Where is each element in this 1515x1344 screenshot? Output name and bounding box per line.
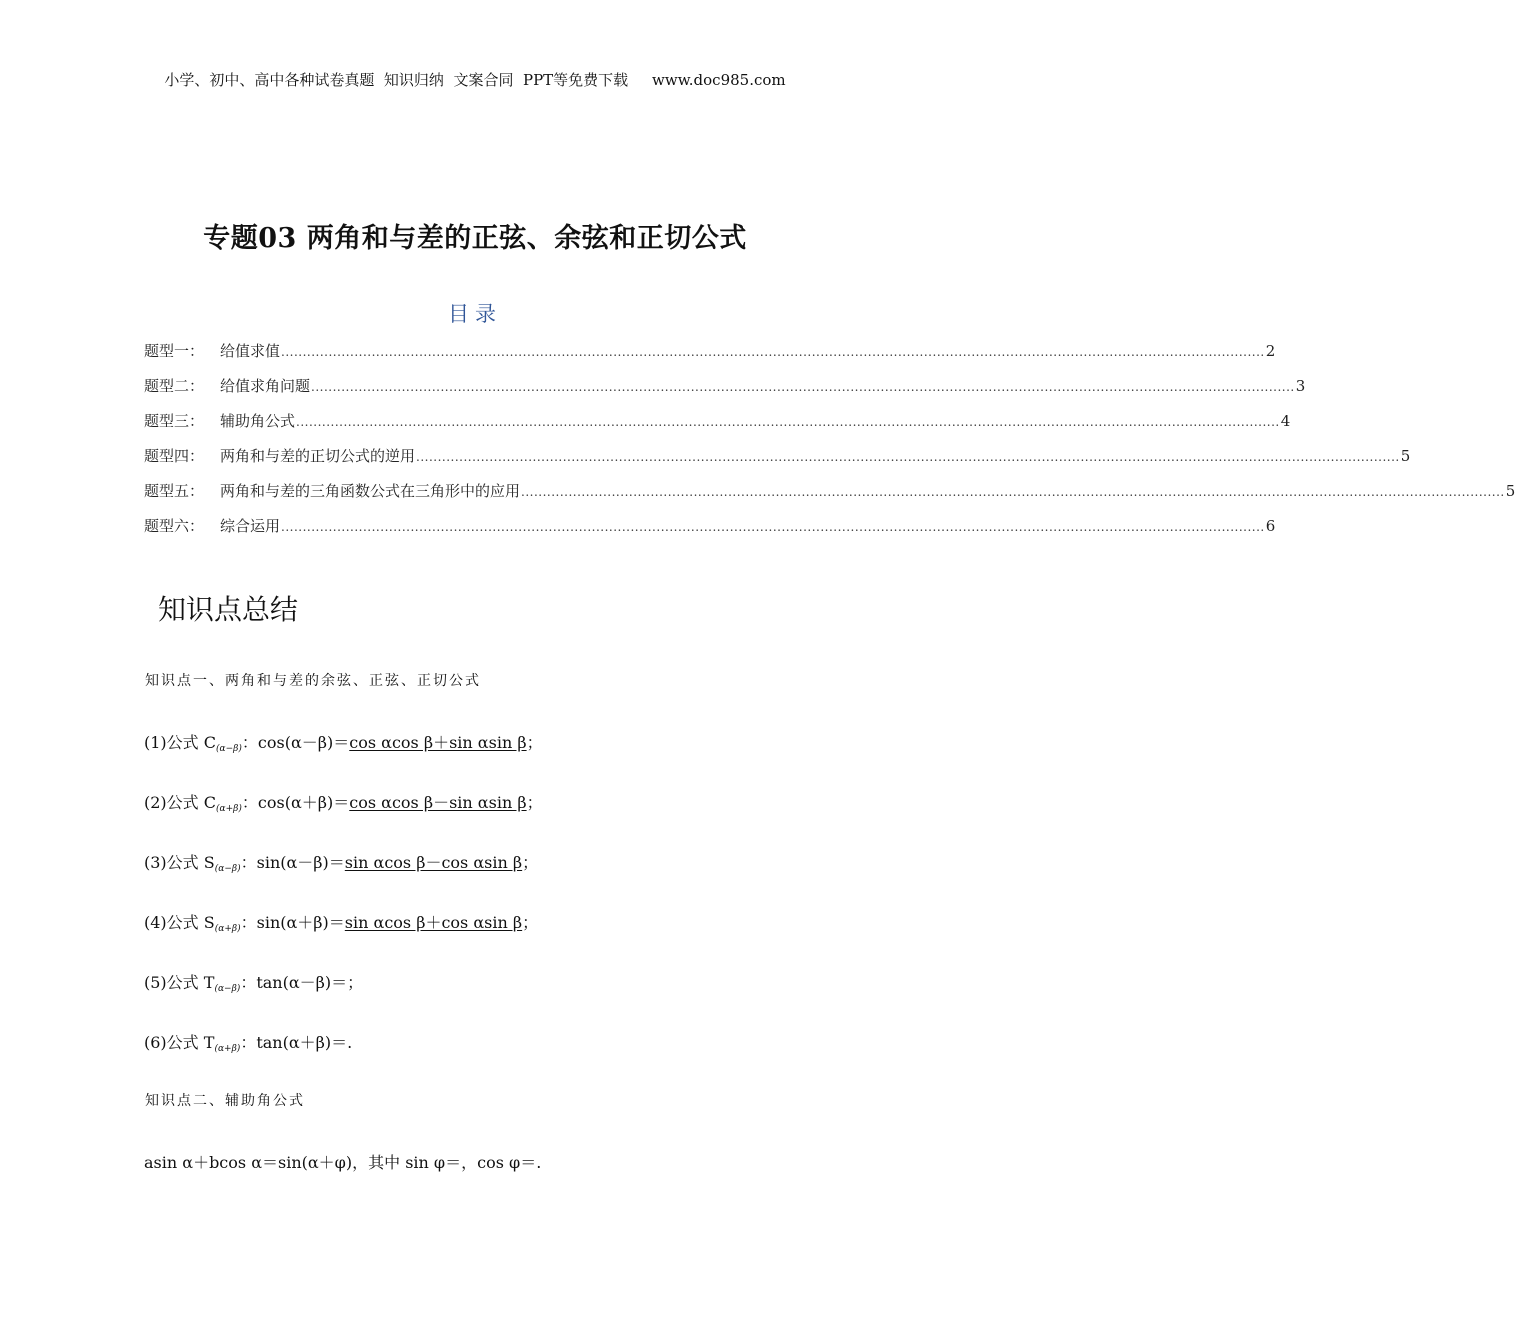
toc-item-number: 题型五： [144,482,205,500]
toc-item-text: 辅助角公式 [220,412,296,430]
toc-item-page: 5 [1400,447,1411,465]
toc-leader-dots: .................................................................................................................................................................................................................................... [281,345,1265,359]
knowledge-point-2-title: 知识点二、辅助角公式 [145,1093,305,1109]
formula-letter: T [203,973,215,992]
formula-line-3 [144,850,538,874]
formula-letter: S [203,853,215,872]
formula-subscript: (α+β) [216,804,242,814]
formula-end: ； [526,793,543,812]
formula-label: 公式 [166,913,199,932]
formula-line-5 [144,970,363,994]
toc-item-number: 题型六： [144,517,205,535]
formula-number: (3) [144,853,167,872]
formula-subscript: (α−β) [216,744,242,754]
formula-lhs: ：sin(α＋β)＝ [240,913,345,932]
formula-rhs: sin αcos β＋cos αsin β [344,913,523,932]
table-of-contents [144,340,1515,550]
formula-subscript: (α−β) [214,984,241,994]
toc-item[interactable] [144,515,1276,550]
toc-leader-dots: .................................................................................................................................................................................................................................... [296,415,1280,429]
toc-item[interactable] [144,445,1411,480]
toc-item-page: 2 [1265,342,1276,360]
formula-number: (2) [144,793,167,812]
formula-line-4 [144,910,538,934]
knowledge-point-1-title: 知识点一、两角和与差的余弦、正弦、正切公式 [145,673,481,689]
formula-number: (5) [144,973,167,992]
formula-lhs: ：cos(α－β)＝ [241,733,350,752]
formula-end: ； [347,973,364,992]
toc-item-page: 4 [1280,412,1291,430]
toc-item-page: 3 [1295,377,1306,395]
toc-leader-dots: .................................................................................................................................................................................................................................... [281,520,1265,534]
auxiliary-angle-formula: asin α＋bcos α＝sin(α＋φ)，其中 sin φ＝，cos φ＝. [144,1153,542,1172]
formula-rhs: cos αcos β－sin αsin β [349,793,527,812]
toc-leader-dots: .................................................................................................................................................................................................................................... [521,485,1505,499]
section-title: 知识点总结 [158,593,299,626]
formula-number: (4) [144,913,167,932]
formula-lhs: ：tan(α－β)＝ [240,973,348,992]
formula-number: (6) [144,1033,167,1052]
header-site-link[interactable]: www.doc985.com [652,71,786,89]
toc-item[interactable] [144,410,1291,445]
toc-item-text: 两角和与差的正切公式的逆用 [220,447,416,465]
formula-line-2 [144,790,543,814]
formula-label: 公式 [166,1033,199,1052]
toc-leader-dots: .................................................................................................................................................................................................................................... [416,450,1400,464]
formula-end: . [347,1033,353,1052]
formula-letter: C [203,793,217,812]
formula-rhs: cos αcos β＋sin αsin β [349,733,527,752]
formula-label: 公式 [166,793,199,812]
toc-item-number: 题型三： [144,412,205,430]
formula-end: ； [522,913,539,932]
toc-item-page: 5 [1505,482,1515,500]
formula-line-1 [144,730,543,754]
toc-item-text: 给值求角问题 [220,377,311,395]
formula-subscript: (α+β) [214,924,241,934]
toc-item[interactable] [144,480,1515,515]
document-title: 专题03 两角和与差的正弦、余弦和正切公式 [203,223,747,254]
toc-item[interactable] [144,375,1306,410]
formula-letter: T [203,1033,215,1052]
formula-letter: C [203,733,217,752]
formula-lhs: ：sin(α－β)＝ [240,853,345,872]
formula-lhs: ：tan(α＋β)＝ [240,1033,348,1052]
formula-end: ； [526,733,543,752]
formula-subscript: (α+β) [214,1044,241,1054]
toc-leader-dots: .................................................................................................................................................................................................................................... [311,380,1295,394]
toc-item-text: 两角和与差的三角函数公式在三角形中的应用 [220,482,521,500]
toc-item-text: 综合运用 [220,517,281,535]
toc-item-number: 题型二： [144,377,205,395]
formula-letter: S [203,913,215,932]
formula-number: (1) [144,733,167,752]
formula-lhs: ：cos(α＋β)＝ [241,793,350,812]
formula-rhs: sin αcos β－cos αsin β [344,853,523,872]
formula-label: 公式 [166,853,199,872]
page-header [0,69,950,90]
toc-item[interactable] [144,340,1276,375]
formula-end: ； [522,853,539,872]
header-text: 小学、初中、高中各种试卷真题 知识归纳 文案合同 PPT等免费下载 [164,71,629,89]
toc-item-number: 题型一： [144,342,205,360]
toc-item-text: 给值求值 [220,342,281,360]
formula-line-6 [144,1030,352,1054]
toc-item-page: 6 [1265,517,1276,535]
formula-label: 公式 [166,733,199,752]
formula-label: 公式 [166,973,199,992]
toc-heading: 目录 [448,302,502,326]
formula-subscript: (α−β) [214,864,241,874]
toc-item-number: 题型四： [144,447,205,465]
